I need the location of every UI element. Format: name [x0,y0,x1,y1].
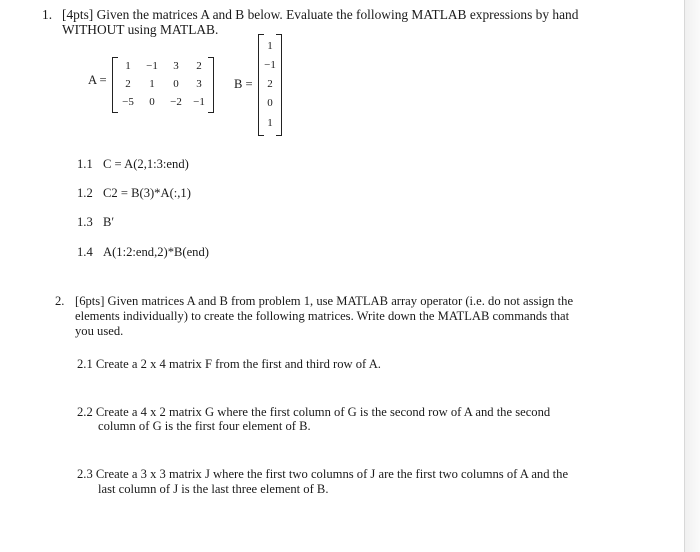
item-expression: C = A(2,1:3:end) [103,157,189,171]
matrix-a-cell: −1 [146,60,158,72]
subproblem-line: column of G is the first four element of B. [98,419,311,433]
matrix-a-cell: 2 [125,78,131,90]
matrix-a-cell: 0 [173,78,179,90]
matrix-b-cell: 0 [267,97,273,109]
item-number: 1.2 [77,186,93,200]
matrix-b-cell: −1 [264,59,276,71]
item-number: 1.3 [77,215,93,229]
matrix-a-cell: 1 [125,60,131,72]
matrix-a-cell: −5 [122,96,134,108]
matrix-a-cell: 0 [149,96,155,108]
matrix-a-cell: 1 [149,78,155,90]
subproblem-line: 2.3 Create a 3 x 3 matrix J where the first two columns of J are the first two columns of A and the [77,467,569,481]
problem-1-text-line-1: [4pts] Given the matrices A and B below. Evaluate the following MATLAB expressions by hand [62,7,579,22]
subproblem-line: 2.2 Create a 4 x 2 matrix G where the first column of G is the second row of A and the second [77,405,551,419]
matrix-a-cell: 3 [196,78,202,90]
item-number: 1.4 [77,245,93,259]
item-expression: B′ [103,215,115,229]
item-expression: A(1:2:end,2)*B(end) [103,245,209,259]
page-margin-shade [685,0,700,552]
problem-1-number: 1. [42,7,53,22]
problem-2-text-line-3: you used. [75,324,124,338]
matrix-a-cell: 3 [173,60,179,72]
matrix-a-cell: −2 [170,96,182,108]
matrix-b-label: B = [234,77,253,91]
subproblem-line: last column of J is the last three element of B. [98,482,329,496]
subproblem-line: 2.1 Create a 2 x 4 matrix F from the first and third row of A. [77,357,381,371]
matrix-a-cell: −1 [193,96,205,108]
item-expression: C2 = B(3)*A(:,1) [103,186,191,200]
matrix-a [112,57,214,113]
problem-2-number: 2. [55,294,65,308]
matrix-a-label: A = [88,73,107,87]
matrix-a-cell: 2 [196,60,202,72]
item-number: 1.1 [77,157,93,171]
matrix-b [258,34,282,136]
problem-2-text-line-2: elements individually) to create the following matrices. Write down the MATLAB commands that [75,309,570,323]
matrix-b-cell: 1 [267,117,273,129]
matrix-b-cell: 1 [267,40,273,52]
matrix-b-cell: 2 [267,78,273,90]
problem-2-text-line-1: [6pts] Given matrices A and B from problem 1, use MATLAB array operator (i.e. do not assign the [75,294,574,308]
problem-1-text-line-2: WITHOUT using MATLAB. [62,22,219,37]
